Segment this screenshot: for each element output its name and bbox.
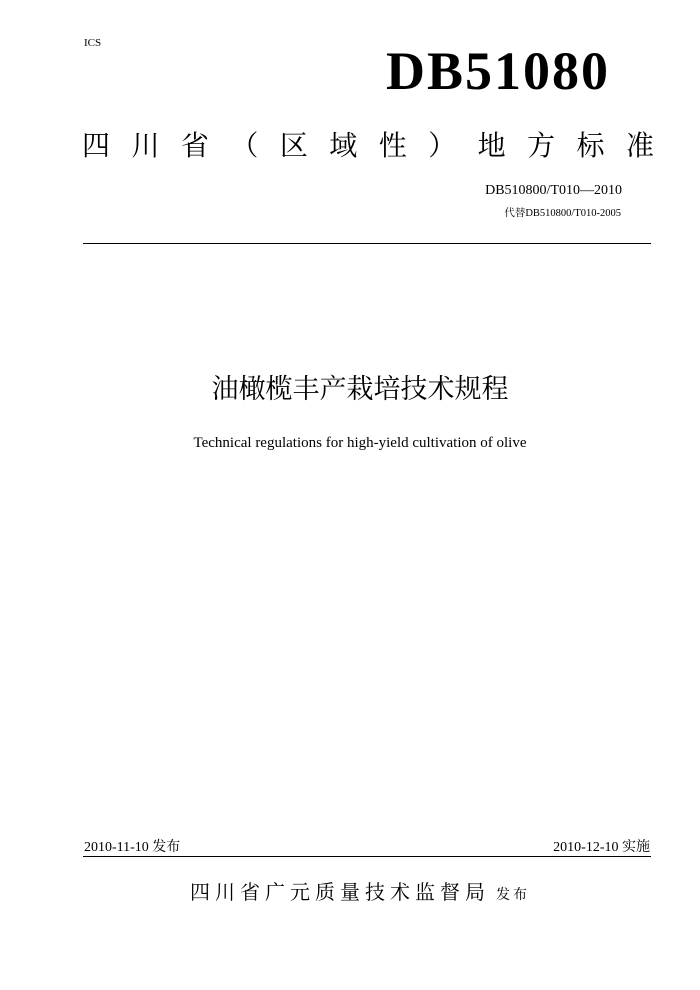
- replaces-note: 代替DB510800/T010-2005: [504, 208, 621, 219]
- issue-date: 2010-11-10 发布: [84, 840, 181, 855]
- standard-type-char: （: [230, 129, 259, 162]
- standard-type-char: 性: [378, 129, 407, 162]
- standard-type-char: 标: [576, 129, 605, 162]
- standard-type-char: 区: [279, 129, 308, 162]
- issue-word: 发布: [496, 887, 530, 903]
- document-title-chinese: 油橄榄丰产栽培技术规程: [211, 374, 509, 405]
- implementation-date: 2010-12-10 实施: [553, 840, 650, 855]
- bottom-divider: [83, 856, 651, 857]
- issuer-line: [0, 876, 700, 905]
- standard-type-char: 准: [625, 129, 654, 162]
- standard-type-char: 地: [477, 129, 506, 162]
- top-divider: [83, 243, 651, 244]
- standard-type-char: ）: [428, 129, 457, 162]
- standard-type-char: 四: [82, 129, 111, 162]
- issuing-authority: 四川省广元质量技术监督局: [190, 880, 490, 904]
- standard-number: DB510800/T010—2010: [485, 183, 622, 198]
- standard-type-heading: [82, 128, 654, 164]
- standard-type-char: 域: [329, 129, 358, 162]
- standard-code: DB51080: [385, 41, 610, 101]
- standard-type-char: 省: [180, 129, 209, 162]
- standard-type-char: 川: [131, 129, 160, 162]
- standard-type-char: 方: [527, 129, 556, 162]
- ics-label: ICS: [84, 37, 102, 49]
- document-title-english: Technical regulations for high-yield cultivation of olive: [193, 435, 527, 451]
